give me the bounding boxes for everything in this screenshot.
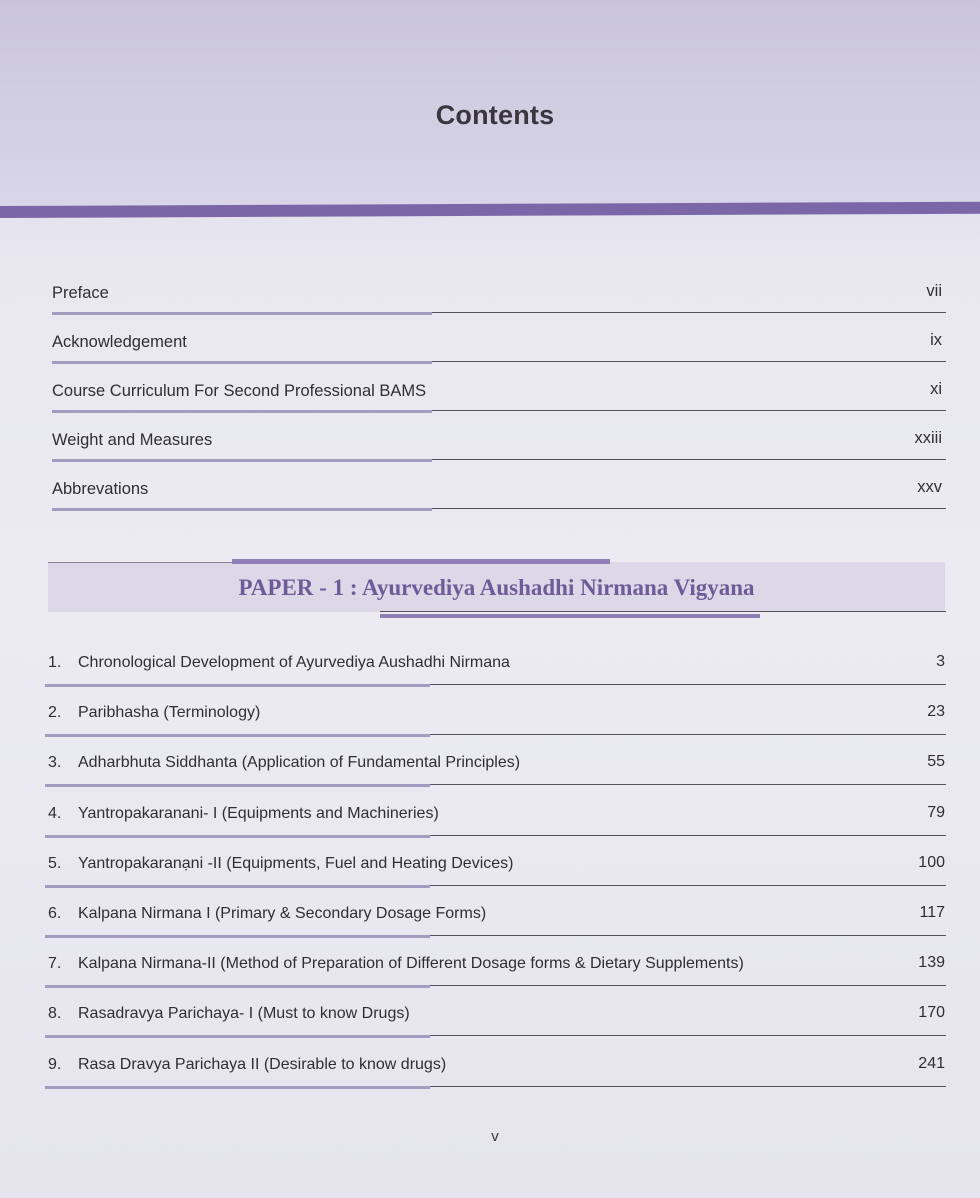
chapter-number: 1. (48, 654, 62, 671)
chapter-entry-3[interactable] (45, 750, 946, 800)
chapter-list (45, 650, 946, 1102)
chapter-entry-1[interactable] (45, 650, 946, 700)
toc-entry-page: ix (930, 331, 942, 349)
entry-rule-accent (45, 835, 430, 838)
entry-rule-accent (52, 361, 432, 364)
chapter-title: Rasadravya Parichaya- I (Must to know Drugs) (78, 1005, 410, 1023)
chapter-entry-7[interactable] (45, 951, 946, 1001)
chapter-title: Chronological Development of Ayurvediya Aushadhi Nirmana (78, 654, 510, 671)
page-number: v (491, 1128, 499, 1145)
entry-rule-accent (45, 885, 430, 888)
chapter-number: 7. (48, 955, 62, 973)
entry-rule-accent (45, 684, 430, 687)
front-matter-list (52, 282, 946, 527)
toc-entry-course-curriculum[interactable] (52, 380, 946, 429)
chapter-number: 3. (48, 754, 62, 772)
chapter-number: 5. (48, 854, 62, 872)
entry-rule-accent (45, 935, 430, 938)
chapter-page: 55 (927, 753, 945, 771)
chapter-entry-9[interactable] (45, 1052, 946, 1102)
paper-header-accent (232, 559, 610, 564)
paper-footer-accent (380, 614, 760, 618)
entry-rule-accent (45, 784, 430, 787)
page-title: Contents (435, 100, 555, 130)
chapter-number: 6. (48, 904, 62, 922)
toc-entry-label: Preface (52, 284, 109, 302)
toc-entry-preface[interactable] (52, 282, 946, 331)
chapter-page: 79 (927, 803, 945, 821)
toc-entry-page: xxv (917, 478, 942, 496)
chapter-page: 241 (918, 1054, 945, 1072)
toc-entry-page: vii (926, 282, 942, 300)
chapter-entry-6[interactable] (45, 901, 946, 951)
chapter-entry-5[interactable] (45, 851, 946, 901)
chapter-entry-2[interactable] (45, 700, 946, 750)
toc-entry-label: Course Curriculum For Second Professional BAMS (52, 382, 427, 400)
chapter-title: Adharbhuta Siddhanta (Application of Fundamental Principles) (78, 754, 521, 772)
toc-entry-page: xi (930, 380, 942, 398)
chapter-page: 23 (927, 703, 945, 721)
paper-header-rule (48, 562, 233, 563)
toc-entry-label: Abbrevations (52, 480, 149, 498)
chapter-page: 100 (918, 853, 945, 871)
toc-entry-label: Acknowledgement (52, 333, 187, 351)
toc-entry-abbrevations[interactable] (52, 478, 946, 527)
entry-rule-accent (45, 1035, 430, 1038)
chapter-title: Yantropakaranani- I (Equipments and Machineries) (78, 804, 439, 822)
chapter-number: 8. (48, 1005, 62, 1023)
chapter-title: Kalpana Nirmana I (Primary & Secondary Dosage Forms) (78, 904, 487, 922)
chapter-entry-4[interactable] (45, 801, 946, 851)
chapter-number: 2. (48, 704, 62, 722)
entry-rule-accent (52, 459, 432, 462)
chapter-number: 9. (48, 1055, 62, 1073)
paper-footer-rule (380, 611, 946, 612)
chapter-title: Rasa Dravya Parichaya II (Desirable to know drugs) (78, 1055, 447, 1073)
entry-rule-accent (45, 985, 430, 988)
chapter-page: 139 (918, 954, 945, 972)
chapter-entry-8[interactable] (45, 1001, 946, 1051)
chapter-title: Yantropakaranạni -II (Equipments, Fuel and Heating Devices) (78, 854, 514, 872)
entry-rule-accent (45, 734, 430, 737)
chapter-page: 3 (936, 653, 945, 670)
toc-entry-acknowledgement[interactable] (52, 331, 946, 380)
entry-rule-accent (52, 508, 432, 511)
chapter-title: Kalpana Nirmana-II (Method of Preparation of Different Dosage forms & Dietary Supplements) (78, 955, 744, 973)
chapter-page: 117 (919, 903, 945, 921)
entry-rule-accent (52, 312, 432, 315)
toc-entry-weight-and-measures[interactable] (52, 429, 946, 478)
toc-entry-page: xxiii (914, 429, 942, 447)
chapter-page: 170 (918, 1004, 945, 1022)
chapter-number: 4. (48, 804, 62, 822)
entry-rule-accent (45, 1086, 430, 1089)
toc-entry-label: Weight and Measures (52, 431, 213, 449)
entry-rule-accent (52, 410, 432, 413)
chapter-title: Paribhasha (Terminology) (78, 704, 261, 722)
paper-title: PAPER - 1 : Ayurvediya Aushadhi Nirmana Vigyana (238, 575, 755, 600)
